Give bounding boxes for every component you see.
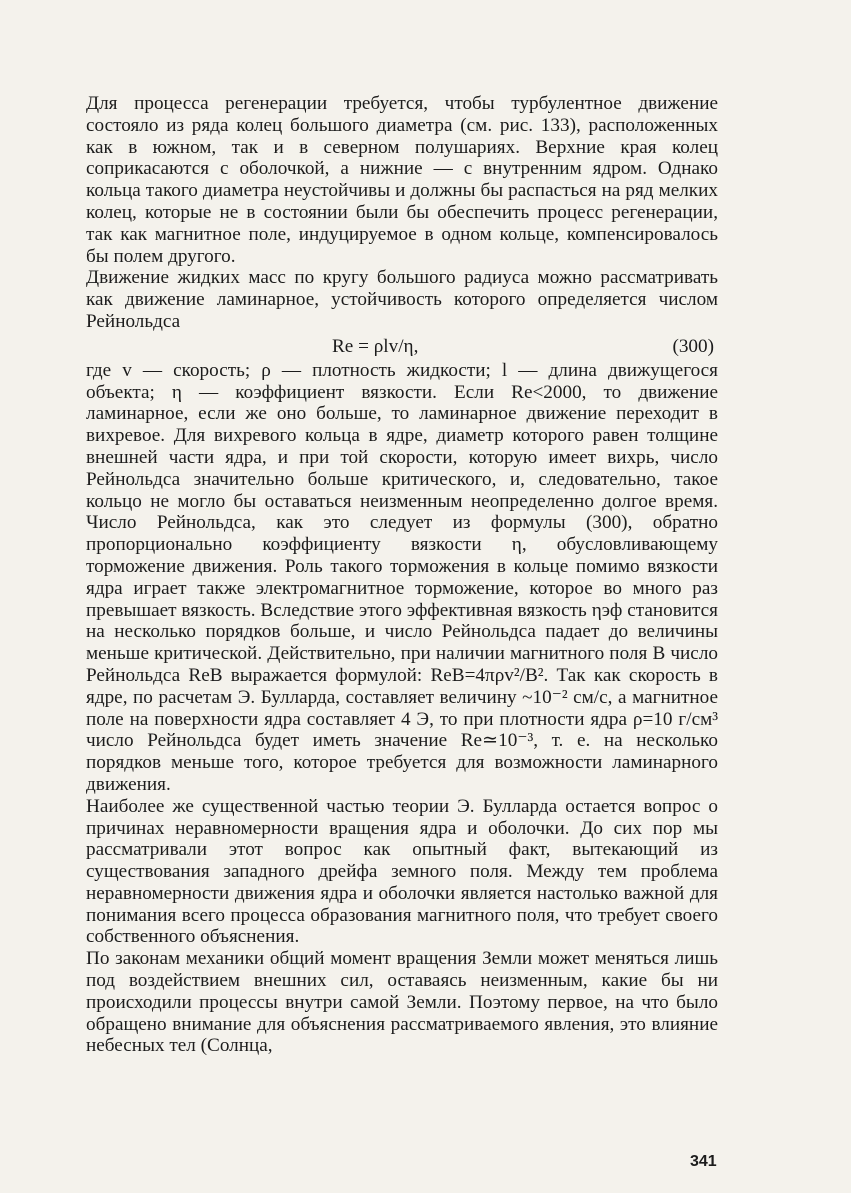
main-text [86, 93, 718, 1057]
paragraph-bullard-theory: Наиболее же существенной частью теории Э. Булларда остается вопрос о причинах неравномерности вращения ядра и оболочки. До сих пор мы рассматривали этот вопрос как опытный факт, вытекающий из существования западного дрейфа земного поля. Между тем проблема неравномерности движения ядра и оболочки является настолько важной для понимания всего процесса образования магнитного поля, что требует своего собственного объяснения. [86, 795, 718, 948]
formula-row [86, 334, 718, 360]
equation-number: (300) [672, 335, 714, 357]
paragraph-mechanics: По законам механики общий момент вращения Земли может меняться лишь под воздействием внешних сил, оставаясь неизменным, какие бы ни происходили процессы внутри самой Земли. Поэтому первое, на что было обращено внимание для объяснения рассматриваемого явления, это влияние небесных тел (Солнца, [86, 948, 718, 1057]
paragraph-laminar-motion: Движение жидких масс по кругу большого радиуса можно рассматривать как движение ламинарное, устойчивость которого определяется числом Рейнольдса [86, 267, 718, 332]
paragraph-regeneration: Для процесса регенерации требуется, чтобы турбулентное движение состояло из ряда колец большого диаметра (см. рис. 133), расположенных как в южном, так и в северном полушариях. Верхние края колец соприкасаются с оболочкой, а нижние — с внутренним ядром. Однако кольца такого диаметра неустойчивы и должны бы распасться на ряд мелких колец, которые не в состоянии были бы обеспечить процесс регенерации, так как магнитное поле, индуцируемое в одном кольце, компенсировалось бы полем другого. [86, 93, 718, 267]
paragraph-definitions: где v — скорость; ρ — плотность жидкости; l — длина движущегося объекта; η — коэффициент вязкости. Если Re<2000, то движение ламинарное, если же оно больше, то ламинарное движение переходит в вихревое. Для вихревого кольца в ядре, диаметр которого равен толщине внешней части ядра, и при той скорости, которую имеет вихрь, число Рейнольдса значительно больше критического, и, следовательно, такое кольцо не могло бы оставаться неизменным неопределенно долгое время. Число Рейнольдса, как это следует из формулы (300), обратно пропорционально коэффициенту вязкости η, обусловливающему торможение движения. Роль такого торможения в кольце помимо вязкости ядра играет также электромагнитное торможение, которое во много раз превышает вязкость. Вследствие этого эффективная вязкость ηэф становится на несколько порядков больше, и число Рейнольдса падает до величины меньше критической. Действительно, при наличии магнитного поля B число Рейнольдса ReB выражается формулой: ReB=4πρv²/B². Так как скорость в ядре, по расчетам Э. Булларда, составляет величину ~10⁻² см/с, а магнитное поле на поверхности ядра составляет 4 Э, то при плотности ядра ρ=10 г/см³ число Рейнольдса будет иметь значение Re≃10⁻³, т. е. на несколько порядков меньше того, которое требуется для возможности ламинарного движения. [86, 359, 718, 795]
reynolds-formula: Re = ρlv/η, [332, 335, 419, 357]
page-number: 341 [690, 1153, 717, 1170]
